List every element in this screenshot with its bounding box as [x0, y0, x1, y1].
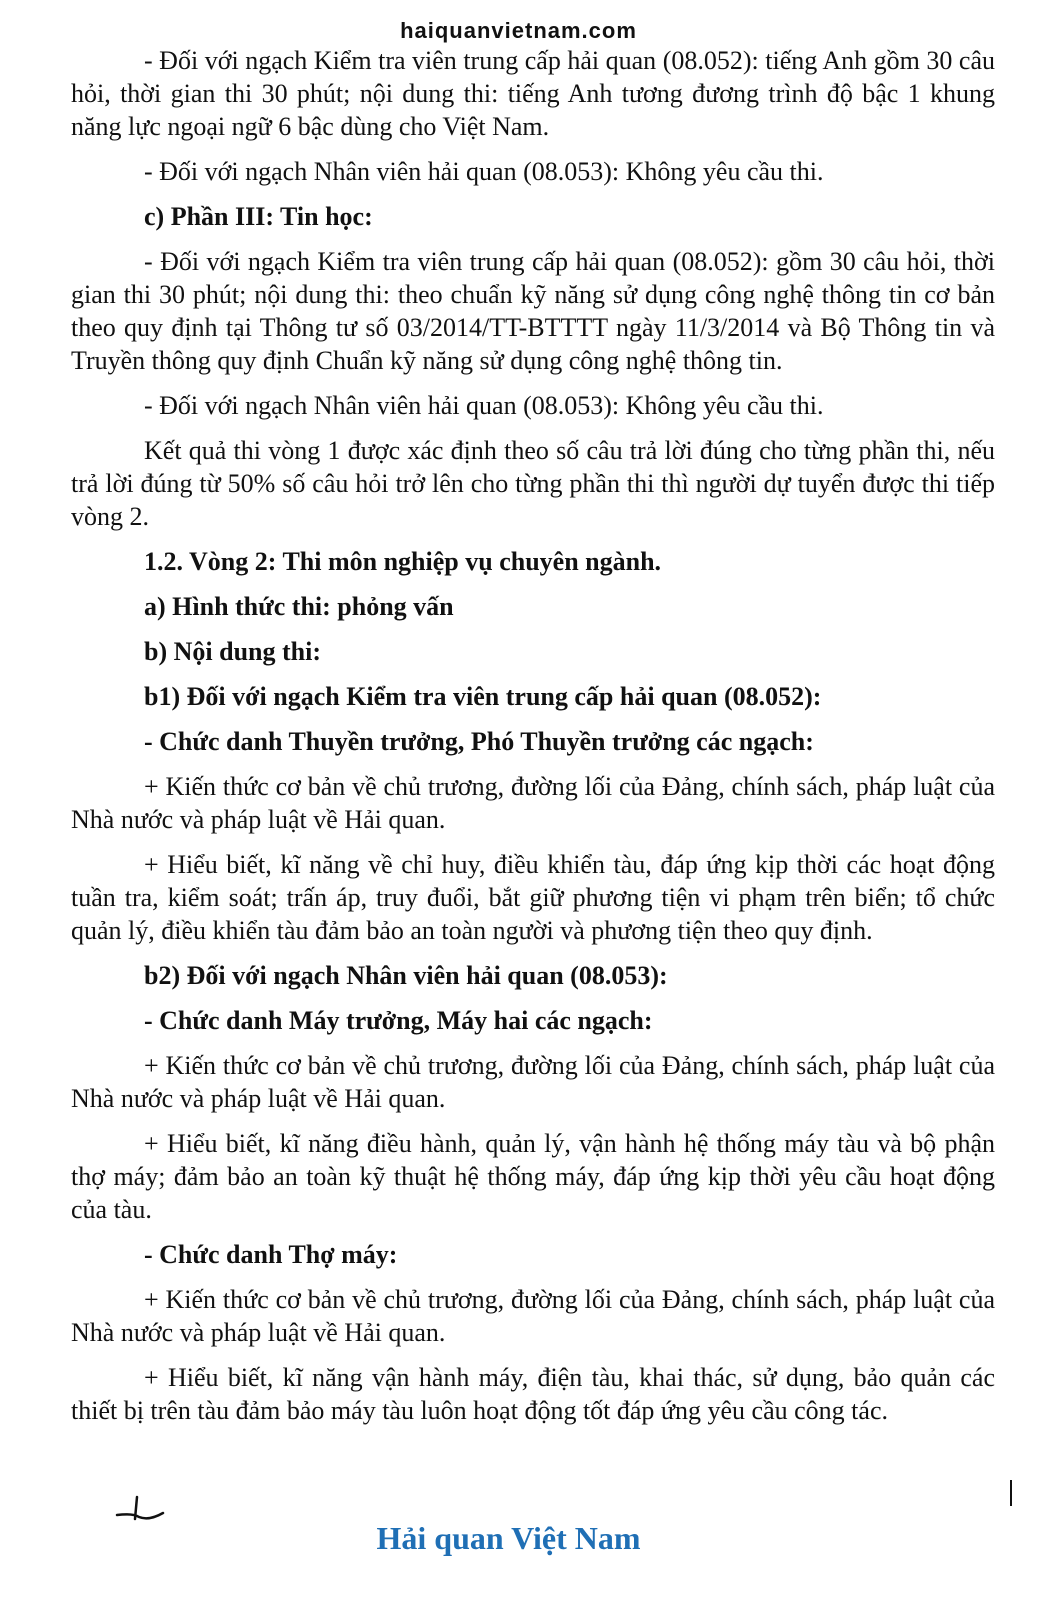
paragraph: + Kiến thức cơ bản về chủ trương, đường lối của Đảng, chính sách, pháp luật của Nhà nước và pháp luật về Hải quan. — [71, 772, 995, 834]
section-heading: - Chức danh Máy trưởng, Máy hai các ngạch: — [144, 1006, 653, 1035]
site-watermark: haiquanvietnam.com — [400, 18, 637, 43]
section-heading: b2) Đối với ngạch Nhân viên hải quan (08.053): — [144, 961, 668, 990]
footer-watermark: Hải quan Việt Nam — [376, 1520, 641, 1556]
section-heading: b) Nội dung thi: — [144, 637, 321, 666]
section-heading: - Chức danh Thuyền trưởng, Phó Thuyền trưởng các ngạch: — [144, 727, 814, 756]
paragraph: + Kiến thức cơ bản về chủ trương, đường lối của Đảng, chính sách, pháp luật của Nhà nước và pháp luật về Hải quan. — [71, 1051, 995, 1113]
edge-mark-icon — [1008, 1478, 1014, 1508]
paragraph: - Đối với ngạch Kiểm tra viên trung cấp hải quan (08.052): gồm 30 câu hỏi, thời gian thi 30 phút; nội dung thi: theo chuẩn kỹ năng sử dụng công nghệ thông tin cơ bản theo quy định tại Thông tư số 03/2014/TT-BTTTT ngày 11/3/2014 và Bộ Thông tin và Truyền thông quy định Chuẩn kỹ năng sử dụng công nghệ thông tin. — [71, 247, 995, 375]
section-heading: c) Phần III: Tin học: — [144, 202, 373, 231]
section-heading: a) Hình thức thi: phỏng vấn — [144, 592, 454, 621]
paragraph: + Hiểu biết, kĩ năng điều hành, quản lý, vận hành hệ thống máy tàu và bộ phận thợ máy; đảm bảo an toàn kỹ thuật hệ thống máy, đáp ứng kịp thời yêu cầu hoạt động của tàu. — [71, 1129, 995, 1224]
paragraph: - Đối với ngạch Nhân viên hải quan (08.053): Không yêu cầu thi. — [144, 157, 824, 186]
paragraph: + Kiến thức cơ bản về chủ trương, đường lối của Đảng, chính sách, pháp luật của Nhà nước và pháp luật về Hải quan. — [71, 1285, 995, 1347]
section-heading: b1) Đối với ngạch Kiểm tra viên trung cấp hải quan (08.052): — [144, 682, 822, 711]
paragraph: + Hiểu biết, kĩ năng vận hành máy, điện tàu, khai thác, sử dụng, bảo quản các thiết bị trên tàu đảm bảo máy tàu luôn hoạt động tốt đáp ứng yêu cầu công tác. — [71, 1363, 995, 1425]
paragraph: Kết quả thi vòng 1 được xác định theo số câu trả lời đúng cho từng phần thi, nếu trả lời đúng từ 50% số câu hỏi trở lên cho từng phần thi thì người dự tuyển được thi tiếp vòng 2. — [71, 436, 995, 531]
paragraph: + Hiểu biết, kĩ năng về chỉ huy, điều khiển tàu, đáp ứng kịp thời các hoạt động tuần tra, kiểm soát; trấn áp, truy đuổi, bắt giữ phương tiện vi phạm trên biển; tổ chức quản lý, điều khiển tàu đảm bảo an toàn người và phương tiện theo quy định. — [71, 850, 995, 945]
paragraph: - Đối với ngạch Kiểm tra viên trung cấp hải quan (08.052): tiếng Anh gồm 30 câu hỏi, thời gian thi 30 phút; nội dung thi: tiếng Anh tương đương trình độ bậc 1 khung năng lực ngoại ngữ 6 bậc dùng cho Việt Nam. — [71, 46, 995, 141]
document-body — [71, 44, 995, 1439]
section-heading: 1.2. Vòng 2: Thi môn nghiệp vụ chuyên ngành. — [144, 547, 662, 576]
paragraph: - Đối với ngạch Nhân viên hải quan (08.053): Không yêu cầu thi. — [144, 391, 824, 420]
section-heading: - Chức danh Thợ máy: — [144, 1240, 398, 1269]
